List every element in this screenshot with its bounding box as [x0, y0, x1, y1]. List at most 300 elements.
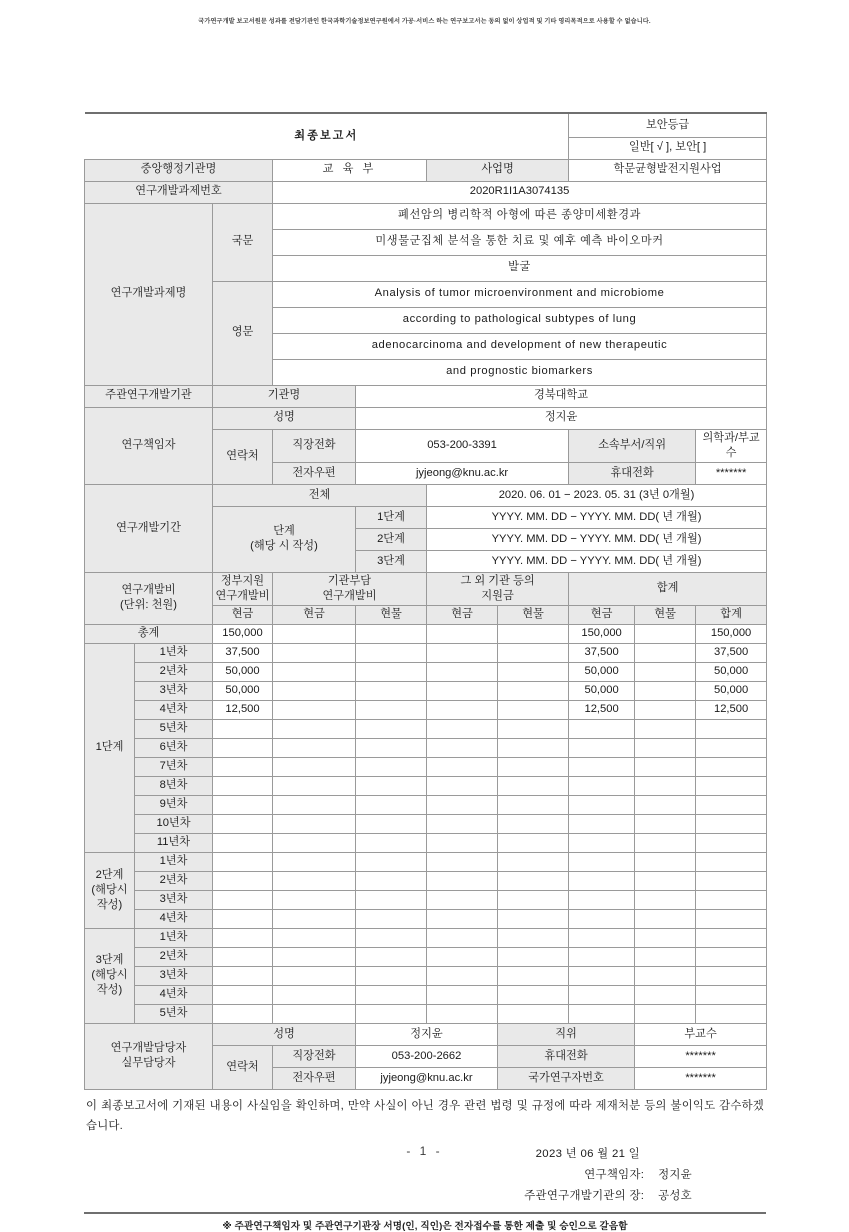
budget-row [85, 890, 767, 909]
budget-cell: 50,000 [213, 681, 273, 700]
pi-email-value: jyjeong@knu.ac.kr [356, 462, 569, 484]
manager-contact-label: 연락처 [213, 1045, 273, 1089]
budget-cell [696, 814, 767, 833]
budget-cell: 12,500 [569, 700, 635, 719]
budget-subheader: 합계 [696, 605, 767, 624]
budget-cell [635, 681, 696, 700]
budget-cell [356, 966, 427, 985]
budget-cell [356, 985, 427, 1004]
budget-cell [635, 833, 696, 852]
project-title-ko-line: 폐선암의 병리학적 아형에 따른 종양미세환경과 [273, 203, 767, 229]
budget-cell: 50,000 [696, 681, 767, 700]
budget-cell: 50,000 [696, 662, 767, 681]
budget-cell [356, 909, 427, 928]
declaration-text: 이 최종보고서에 기재된 내용이 사실임을 확인하며, 만약 사실이 아닌 경우 관련 법령 및 규정에 따라 제재처분 등의 불이익도 감수하겠습니다. [86, 1099, 764, 1132]
budget-year-label: 5년차 [135, 719, 213, 738]
budget-cell [273, 757, 356, 776]
budget-stage-label [85, 852, 135, 928]
budget-cell [498, 928, 569, 947]
manager-label [85, 1023, 213, 1089]
manager-name-value: 정지윤 [356, 1023, 498, 1045]
budget-cell [427, 662, 498, 681]
period-total-row [85, 484, 767, 506]
project-title-en-label: 영문 [213, 281, 273, 385]
budget-cell [498, 662, 569, 681]
budget-cell [569, 738, 635, 757]
budget-year-label: 1년차 [135, 643, 213, 662]
budget-cell [498, 1004, 569, 1023]
budget-row [85, 985, 767, 1004]
budget-cell [356, 928, 427, 947]
budget-cell [696, 966, 767, 985]
project-title-en-line: according to pathological subtypes of lung [273, 307, 767, 333]
signature-org-line [84, 1186, 692, 1207]
pi-name-label: 성명 [213, 407, 356, 429]
budget-subheader: 현금 [213, 605, 273, 624]
budget-cell [273, 738, 356, 757]
agency-value: 교 육 부 [273, 159, 427, 181]
period-stage-value: YYYY. MM. DD − YYYY. MM. DD( 년 개월) [427, 506, 767, 528]
manager-name-row [85, 1023, 767, 1045]
budget-cell [498, 890, 569, 909]
project-title-ko-line: 미생물군집체 분석을 통한 치료 및 예후 예측 바이오마커 [273, 229, 767, 255]
budget-cell [273, 662, 356, 681]
budget-year-label: 11년차 [135, 833, 213, 852]
budget-cell [569, 833, 635, 852]
period-label: 연구개발기간 [85, 484, 213, 572]
budget-year-label: 6년차 [135, 738, 213, 757]
pi-name-row [85, 407, 767, 429]
budget-cell [635, 890, 696, 909]
budget-cell [427, 776, 498, 795]
manager-label-line1: 연구개발담당자 [110, 1042, 187, 1055]
budget-total-row [85, 624, 767, 643]
security-grade-value: 일반[ √ ], 보안[ ] [569, 137, 767, 159]
budget-cell [356, 719, 427, 738]
page-number: - 1 - [406, 1144, 443, 1158]
budget-cell [213, 795, 273, 814]
report-cover-sheet [84, 112, 766, 1232]
budget-cell [273, 985, 356, 1004]
budget-year-label: 3년차 [135, 966, 213, 985]
budget-cell: 12,500 [696, 700, 767, 719]
manager-tel-label: 직장전화 [273, 1045, 356, 1067]
budget-stage-label [85, 643, 135, 852]
period-stage-label [213, 506, 356, 572]
budget-cell [635, 947, 696, 966]
budget-subheader: 현금 [427, 605, 498, 624]
manager-researcher-no-value: ******* [635, 1067, 767, 1089]
budget-cell [427, 833, 498, 852]
budget-stage-label-main: 2단계 [95, 868, 124, 881]
budget-year-label: 3년차 [135, 681, 213, 700]
pi-name-value: 정지윤 [356, 407, 767, 429]
budget-cell [696, 928, 767, 947]
budget-cell [427, 795, 498, 814]
budget-cell [273, 643, 356, 662]
cover-table [84, 112, 767, 1090]
budget-row [85, 833, 767, 852]
budget-cell [273, 700, 356, 719]
budget-cell [427, 985, 498, 1004]
budget-total-label: 총계 [85, 624, 213, 643]
budget-cell [213, 814, 273, 833]
budget-cell [696, 719, 767, 738]
budget-cell [635, 795, 696, 814]
budget-year-label: 9년차 [135, 795, 213, 814]
budget-cell [569, 985, 635, 1004]
budget-cell [498, 776, 569, 795]
budget-group-line2: 지원금 [481, 589, 514, 602]
budget-cell: 37,500 [696, 643, 767, 662]
budget-stage-label-sub: (해당시 [91, 969, 128, 982]
budget-cell [356, 795, 427, 814]
budget-cell [356, 1004, 427, 1023]
budget-cell: 150,000 [213, 624, 273, 643]
budget-cell [356, 852, 427, 871]
manager-position-label: 직위 [498, 1023, 635, 1045]
budget-cell [427, 947, 498, 966]
budget-cell [498, 681, 569, 700]
budget-row [85, 776, 767, 795]
budget-row [85, 700, 767, 719]
budget-row [85, 947, 767, 966]
budget-cell [696, 852, 767, 871]
budget-cell [635, 852, 696, 871]
budget-cell [569, 1004, 635, 1023]
budget-cell [213, 871, 273, 890]
budget-cell [427, 700, 498, 719]
budget-cell [498, 985, 569, 1004]
copyright-notice: 국가연구개발 보고서원문 성과를 전담기관인 한국과학기술정보연구원에서 가공·서비스 하는 연구보고서는 동의 없이 상업적 및 기타 영리목적으로 사용할 수 없습니다. [198, 18, 651, 25]
signature-pi-line [84, 1165, 692, 1186]
budget-cell [696, 776, 767, 795]
pi-email-label: 전자우편 [273, 462, 356, 484]
budget-cell [273, 909, 356, 928]
budget-cell [569, 814, 635, 833]
budget-stage-label-main: 3단계 [95, 954, 124, 967]
budget-cell [696, 985, 767, 1004]
signature-org-label: 주관연구개발기관의 장: [524, 1190, 645, 1203]
period-stage-value: YYYY. MM. DD − YYYY. MM. DD( 년 개월) [427, 528, 767, 550]
budget-cell [427, 681, 498, 700]
budget-row [85, 662, 767, 681]
budget-cell [356, 643, 427, 662]
budget-cell [569, 909, 635, 928]
budget-group-line2: 연구개발비 [215, 589, 270, 602]
budget-cell [427, 890, 498, 909]
budget-cell [213, 1004, 273, 1023]
budget-label-main: 연구개발비 [121, 584, 176, 597]
budget-row [85, 909, 767, 928]
budget-cell: 50,000 [569, 681, 635, 700]
budget-cell [213, 985, 273, 1004]
budget-group-header-row [85, 572, 767, 605]
host-org-label: 주관연구개발기관 [85, 385, 213, 407]
budget-cell [213, 719, 273, 738]
budget-stage-label [85, 928, 135, 1023]
budget-cell [498, 795, 569, 814]
budget-cell [569, 928, 635, 947]
budget-cell [498, 700, 569, 719]
budget-row [85, 966, 767, 985]
program-label: 사업명 [427, 159, 569, 181]
budget-cell [356, 624, 427, 643]
title-row [85, 113, 767, 137]
budget-cell [356, 738, 427, 757]
budget-subheader: 현물 [635, 605, 696, 624]
budget-cell [635, 928, 696, 947]
budget-cell [696, 833, 767, 852]
budget-cell [498, 909, 569, 928]
budget-group-sum: 합계 [569, 572, 767, 605]
budget-cell [696, 909, 767, 928]
budget-year-label: 2년차 [135, 662, 213, 681]
project-title-en-line: and prognostic biomarkers [273, 359, 767, 385]
budget-cell [635, 776, 696, 795]
period-stage-name: 2단계 [356, 528, 427, 550]
budget-cell [427, 738, 498, 757]
host-org-row [85, 385, 767, 407]
pi-contact-label: 연락처 [213, 429, 273, 484]
document-title: 최종보고서 [85, 113, 569, 159]
budget-subheader: 현물 [498, 605, 569, 624]
budget-cell [213, 833, 273, 852]
budget-cell [635, 871, 696, 890]
project-title-ko-line: 발굴 [273, 255, 767, 281]
pi-mobile-label: 휴대전화 [569, 462, 696, 484]
budget-cell [696, 947, 767, 966]
budget-cell [498, 738, 569, 757]
budget-cell [635, 985, 696, 1004]
budget-row [85, 643, 767, 662]
manager-email-value: jyjeong@knu.ac.kr [356, 1067, 498, 1089]
budget-cell [427, 871, 498, 890]
budget-year-label: 5년차 [135, 1004, 213, 1023]
budget-cell [213, 852, 273, 871]
budget-year-label: 10년차 [135, 814, 213, 833]
budget-cell [635, 643, 696, 662]
budget-group-line2: 연구개발비 [322, 589, 377, 602]
budget-cell [356, 757, 427, 776]
budget-year-label: 1년차 [135, 928, 213, 947]
budget-year-label: 8년차 [135, 776, 213, 795]
period-stage-label-main: 단계 [273, 525, 295, 538]
budget-year-label: 3년차 [135, 890, 213, 909]
budget-cell [213, 966, 273, 985]
manager-mobile-value: ******* [635, 1045, 767, 1067]
budget-cell [356, 890, 427, 909]
budget-cell [356, 681, 427, 700]
budget-group-org [273, 572, 427, 605]
manager-label-line2: 실무담당자 [121, 1057, 176, 1070]
budget-cell [273, 833, 356, 852]
pi-mobile-value: ******* [696, 462, 767, 484]
budget-cell [427, 909, 498, 928]
budget-cell [356, 776, 427, 795]
budget-cell [498, 833, 569, 852]
budget-stage-label-sub: (해당시 [91, 883, 128, 896]
budget-cell [498, 947, 569, 966]
budget-cell [213, 947, 273, 966]
project-title-ko-row-1 [85, 203, 767, 229]
budget-cell: 150,000 [569, 624, 635, 643]
budget-year-label: 4년차 [135, 700, 213, 719]
budget-row [85, 719, 767, 738]
budget-cell [213, 909, 273, 928]
budget-cell [213, 890, 273, 909]
budget-row [85, 928, 767, 947]
budget-stage-label-main: 1단계 [95, 741, 124, 754]
budget-row [85, 1004, 767, 1023]
pi-dept-value: 의학과/부교수 [696, 429, 767, 462]
budget-cell [213, 776, 273, 795]
budget-cell [273, 776, 356, 795]
budget-cell [273, 719, 356, 738]
budget-cell [635, 700, 696, 719]
budget-group-line1: 그 외 기관 등의 [460, 574, 535, 587]
signature-pi-label: 연구책임자: [584, 1168, 645, 1181]
budget-cell [427, 852, 498, 871]
project-title-en-line: Analysis of tumor microenvironment and microbiome [273, 281, 767, 307]
host-org-name-label: 기관명 [213, 385, 356, 407]
budget-cell [273, 795, 356, 814]
budget-row [85, 814, 767, 833]
agency-label: 중앙행정기관명 [85, 159, 273, 181]
manager-position-value: 부교수 [635, 1023, 767, 1045]
budget-cell [498, 871, 569, 890]
budget-cell [569, 719, 635, 738]
budget-cell [356, 814, 427, 833]
budget-cell [273, 681, 356, 700]
budget-year-label: 7년차 [135, 757, 213, 776]
manager-tel-value: 053-200-2662 [356, 1045, 498, 1067]
budget-cell [569, 871, 635, 890]
budget-cell [356, 947, 427, 966]
budget-cell [569, 795, 635, 814]
budget-cell [273, 624, 356, 643]
budget-cell: 150,000 [696, 624, 767, 643]
signature-pi-name: 정지윤 [658, 1168, 692, 1181]
project-number-label: 연구개발과제번호 [85, 181, 273, 203]
budget-cell [498, 966, 569, 985]
period-stage-name: 1단계 [356, 506, 427, 528]
budget-cell [356, 700, 427, 719]
project-number-value: 2020R1I1A3074135 [273, 181, 767, 203]
budget-cell [498, 814, 569, 833]
budget-cell [696, 1004, 767, 1023]
budget-cell [569, 757, 635, 776]
budget-cell: 12,500 [213, 700, 273, 719]
budget-cell [696, 795, 767, 814]
budget-cell [273, 1004, 356, 1023]
budget-group-line1: 기관부담 [327, 574, 372, 587]
budget-cell [356, 833, 427, 852]
security-grade-label: 보안등급 [569, 113, 767, 137]
budget-year-label: 4년차 [135, 909, 213, 928]
project-title-label: 연구개발과제명 [85, 203, 213, 385]
budget-group-line1: 정부지원 [220, 574, 265, 587]
budget-row [85, 757, 767, 776]
period-stage-label-sub: (해당 시 작성) [250, 540, 318, 553]
budget-cell [696, 890, 767, 909]
budget-cell [569, 947, 635, 966]
budget-cell [427, 1004, 498, 1023]
budget-cell [273, 871, 356, 890]
budget-cell [569, 776, 635, 795]
pi-label: 연구책임자 [85, 407, 213, 484]
budget-cell [635, 757, 696, 776]
pi-dept-label: 소속부서/직위 [569, 429, 696, 462]
budget-cell [635, 1004, 696, 1023]
budget-year-label: 4년차 [135, 985, 213, 1004]
pi-tel-value: 053-200-3391 [356, 429, 569, 462]
budget-cell [569, 966, 635, 985]
budget-cell: 37,500 [569, 643, 635, 662]
budget-year-label: 2년차 [135, 947, 213, 966]
budget-cell [427, 757, 498, 776]
signature-org-name: 공성호 [658, 1190, 692, 1203]
budget-cell [635, 662, 696, 681]
period-stage-value: YYYY. MM. DD − YYYY. MM. DD( 년 개월) [427, 550, 767, 572]
budget-unit: (단위: 천원) [120, 599, 177, 612]
budget-cell [427, 928, 498, 947]
budget-cell [498, 719, 569, 738]
budget-cell [427, 966, 498, 985]
budget-cell [273, 852, 356, 871]
budget-row [85, 795, 767, 814]
budget-cell [635, 909, 696, 928]
budget-cell [273, 890, 356, 909]
budget-cell [696, 757, 767, 776]
budget-cell [213, 757, 273, 776]
manager-researcher-no-label: 국가연구자번호 [498, 1067, 635, 1089]
budget-cell [273, 814, 356, 833]
budget-row [85, 738, 767, 757]
budget-group-gov [213, 572, 273, 605]
budget-row [85, 852, 767, 871]
budget-cell [569, 852, 635, 871]
period-total-value: 2020. 06. 01 − 2023. 05. 31 (3년 0개월) [427, 484, 767, 506]
budget-cell [356, 871, 427, 890]
project-title-ko-label: 국문 [213, 203, 273, 281]
budget-cell [273, 947, 356, 966]
budget-cell [635, 814, 696, 833]
budget-row [85, 871, 767, 890]
budget-subheader: 현물 [356, 605, 427, 624]
budget-year-label: 2년차 [135, 871, 213, 890]
project-number-row [85, 181, 767, 203]
budget-cell [273, 966, 356, 985]
budget-row [85, 681, 767, 700]
budget-cell [569, 890, 635, 909]
budget-cell: 37,500 [213, 643, 273, 662]
budget-cell [635, 966, 696, 985]
project-title-en-line: adenocarcinoma and development of new therapeutic [273, 333, 767, 359]
budget-cell [427, 624, 498, 643]
host-org-name-value: 경북대학교 [356, 385, 767, 407]
budget-cell [696, 871, 767, 890]
program-value: 학문균형발전지원사업 [569, 159, 767, 181]
budget-year-rows [85, 643, 767, 1023]
budget-cell [427, 719, 498, 738]
budget-cell [635, 624, 696, 643]
budget-cell [273, 928, 356, 947]
period-stage-name: 3단계 [356, 550, 427, 572]
budget-cell: 50,000 [213, 662, 273, 681]
budget-cell [498, 757, 569, 776]
manager-name-label: 성명 [213, 1023, 356, 1045]
